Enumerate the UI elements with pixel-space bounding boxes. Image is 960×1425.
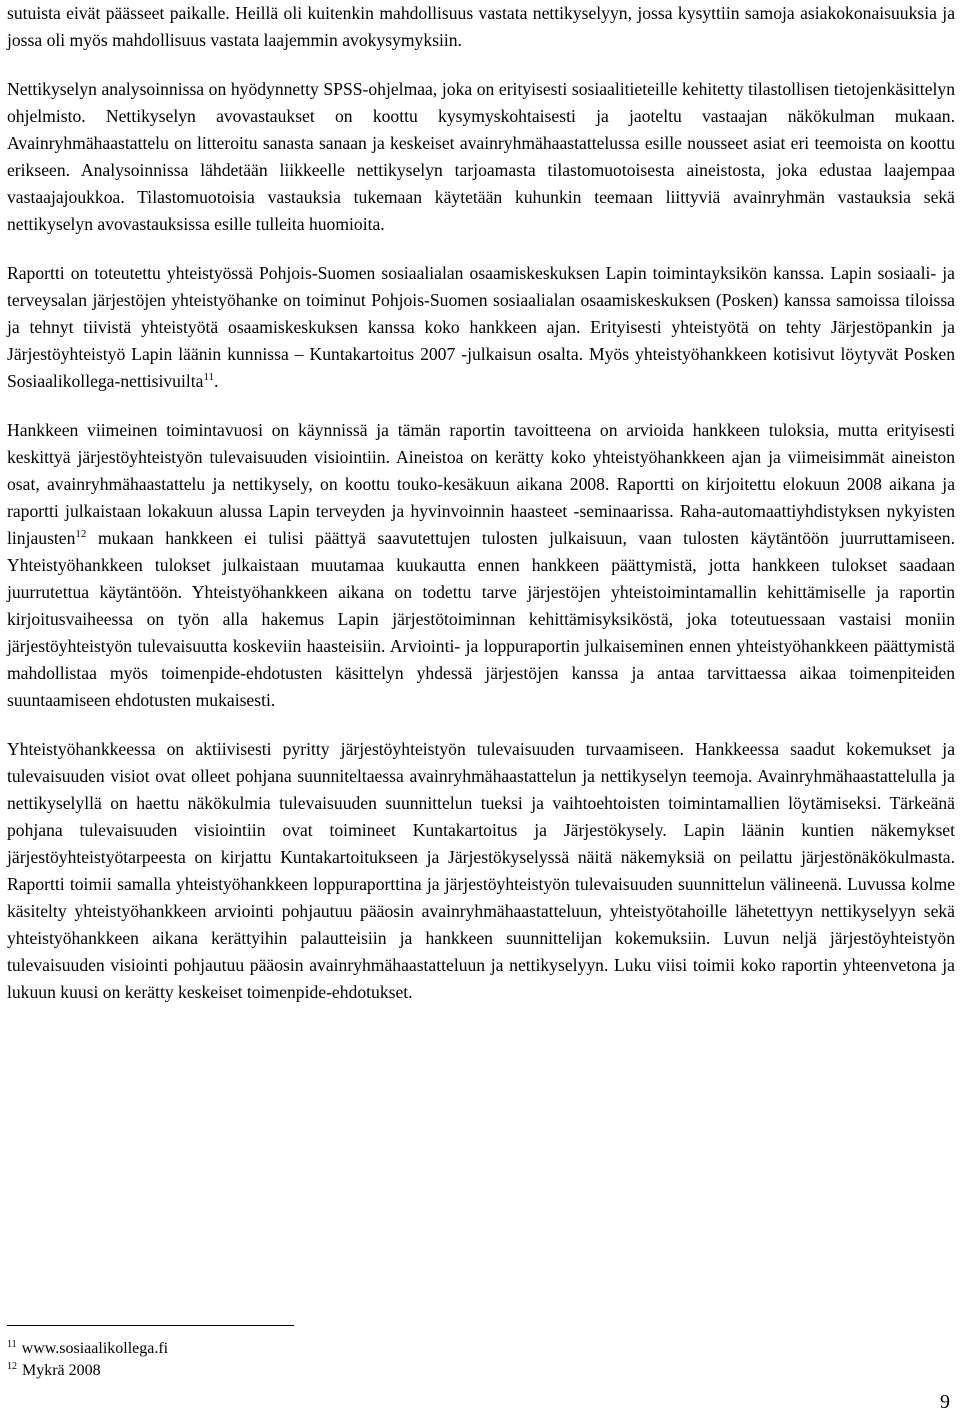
paragraph-text-end: . — [214, 371, 219, 391]
footnote-reference-11: 11 — [203, 371, 215, 384]
paragraph-1 — [7, 0, 955, 54]
footnote-number: 12 — [7, 1360, 17, 1372]
footnote-12 — [7, 1360, 607, 1382]
footnote-reference-12: 12 — [75, 528, 87, 541]
footnote-text: Mykrä 2008 — [22, 1362, 101, 1379]
paragraph-3 — [7, 260, 955, 395]
footnote-number: 11 — [7, 1338, 17, 1350]
paragraph-text: sutuista eivät päässeet paikalle. Heillä oli kuitenkin mahdollisuus vastata nettikyselyyn, jossa kysyttiin samoja asiakokonaisuuksia ja jossa oli myös mahdollisuus vastata laajemmin avokysymyksiin. — [7, 3, 955, 50]
paragraph-text-continued: mukaan hankkeen ei tulisi päättyä saavutettujen tulosten julkaisuun, vaan tulosten käytäntöön juurruttamiseen. Yhteistyöhankkeen tulokset julkaistaan muutamaa kuukautta ennen hankkeen päättymistä, jotta hankkeen tulokset saadaan juurrutettua käytäntöön. Yhteistyöhankkeen aikana on todettu tarve järjestöjen yhteistoimintamallin kehittämiselle ja raportin kirjoitusvaiheessa on työn alla hakemus Lapin järjestötoiminnan kehittämisyksiköstä, joka toteutuessaan vastaisi moniin järjestöyhteistyön tulevaisuutta koskeviin haasteisiin. Arviointi- ja loppuraportin julkaiseminen ennen yhteistyöhankkeen päättymistä mahdollistaa myös toimenpide-ehdotusten käsittelyn yhdessä järjestöjen kanssa ja antaa tarvittaessa aikaa toimenpiteiden suuntaamiseen ehdotusten mukaisesti. — [7, 528, 955, 710]
page-number: 9 — [940, 1391, 950, 1413]
paragraph-text: Yhteistyöhankkeessa on aktiivisesti pyritty järjestöyhteistyön tulevaisuuden turvaamiseen. Hankkeessa saadut kokemukset ja tulevaisuuden visiot ovat olleet pohjana suunniteltaessa avainryhmähaastattelun ja nettikyselyn teemoja. Avainryhmähaastattelulla ja nettikyselyllä on haettu näkökulmia tulevaisuuden suunnittelun tueksi ja vaihtoehtoisten toimintamallien löytämiseksi. Tärkeänä pohjana tulevaisuuden visiointiin ovat toimineet Kuntakartoitus ja Järjestökysely. Lapin läänin kuntien näkemykset järjestöyhteistyötarpeesta on kirjattu Kuntakartoitukseen ja Järjestökyselyssä näitä näkemyksiä on peilattu järjestönäkökulmasta. Raportti toimii samalla yhteistyöhankkeen loppuraporttina ja järjestöyhteistyön tulevaisuuden suunnittelun välineenä. Luvussa kolme käsitelty yhteistyöhankkeen arviointi pohjautuu pääosin avainryhmähaastatteluun, yhteistyötahoille lähetettyyn nettikyselyyn sekä yhteistyöhankkeen aikana kerättyihin palautteisiin ja hankkeen suunnittelijan kokemuksiin. Luvun neljä järjestöyhteistyön tulevaisuuden visiointi pohjautuu pääosin avainryhmähaastatteluun ja nettikyselyyn. Luku viisi toimii koko raportin yhteenvetona ja lukuun kuusi on kerätty keskeiset toimenpide-ehdotukset. — [7, 739, 955, 1002]
paragraph-text: Nettikyselyn analysoinnissa on hyödynnetty SPSS-ohjelmaa, joka on erityisesti sosiaalitieteille kehitetty tilastollisen tietojenkäsittelyn ohjelmisto. Nettikyselyn avovastaukset on koottu kysymyskohtaisesti ja jaoteltu vastaajan näkökulman mukaan. Avainryhmähaastattelu on litteroitu sanasta sanaan ja keskeiset avainryhmähaastattelussa esille nousseet asiat eri teemoista on koottu erikseen. Analysoinnissa lähdetään liikkeelle nettikyselyn tarjoamasta tilastomuotoisesta aineistosta, joka edustaa laajempaa vastaajajoukkoa. Tilastomuotoisia vastauksia tukemaan käytetään kuhunkin teemaan liittyviä avainryhmän vastauksia sekä nettikyselyn avovastauksissa esille tulleita huomioita. — [7, 79, 955, 234]
paragraph-5 — [7, 736, 955, 1006]
paragraph-text: Raportti on toteutettu yhteistyössä Pohjois-Suomen sosiaalialan osaamiskeskuksen Lapin toimintayksikön kanssa. Lapin sosiaali- ja terveysalan järjestöjen yhteistyöhanke on toiminut Pohjois-Suomen sosiaalialan osaamiskeskuksen (Posken) kanssa samoissa tiloissa ja tehnyt tiivistä yhteistyötä osaamiskeskuksen kanssa koko hankkeen ajan. Erityisesti yhteistyötä on tehty Järjestöpankin ja Järjestöyhteistyö Lapin läänin kunnissa – Kuntakartoitus 2007 -julkaisun osalta. Myös yhteistyöhankkeen kotisivut löytyvät Posken Sosiaalikollega-nettisivuilta — [7, 263, 955, 391]
paragraph-2 — [7, 76, 955, 238]
footnote-11 — [7, 1338, 607, 1360]
paragraph-text: Hankkeen viimeinen toimintavuosi on käynnissä ja tämän raportin tavoitteena on arvioida hankkeen tuloksia, mutta erityisesti keskittyä järjestöyhteistyön tulevaisuuden visiointiin. Aineistoa on kerätty koko yhteistyöhankkeen ajan ja viimeisimmät aineiston osat, avainryhmähaastattelu ja nettikysely, on koottu touko-kesäkuun aikana 2008. Raportti on kirjoitettu elokuun 2008 aikana ja raportti julkaistaan lokakuun alussa Lapin terveyden ja hyvinvoinnin haasteet -seminaarissa. Raha-automaattiyhdistyksen nykyisten linjausten — [7, 420, 955, 548]
footnotes — [7, 1338, 607, 1382]
footnote-divider — [7, 1325, 294, 1326]
paragraph-4 — [7, 417, 955, 714]
document-body — [7, 0, 955, 1006]
footnote-text: www.sosiaalikollega.fi — [21, 1340, 169, 1357]
